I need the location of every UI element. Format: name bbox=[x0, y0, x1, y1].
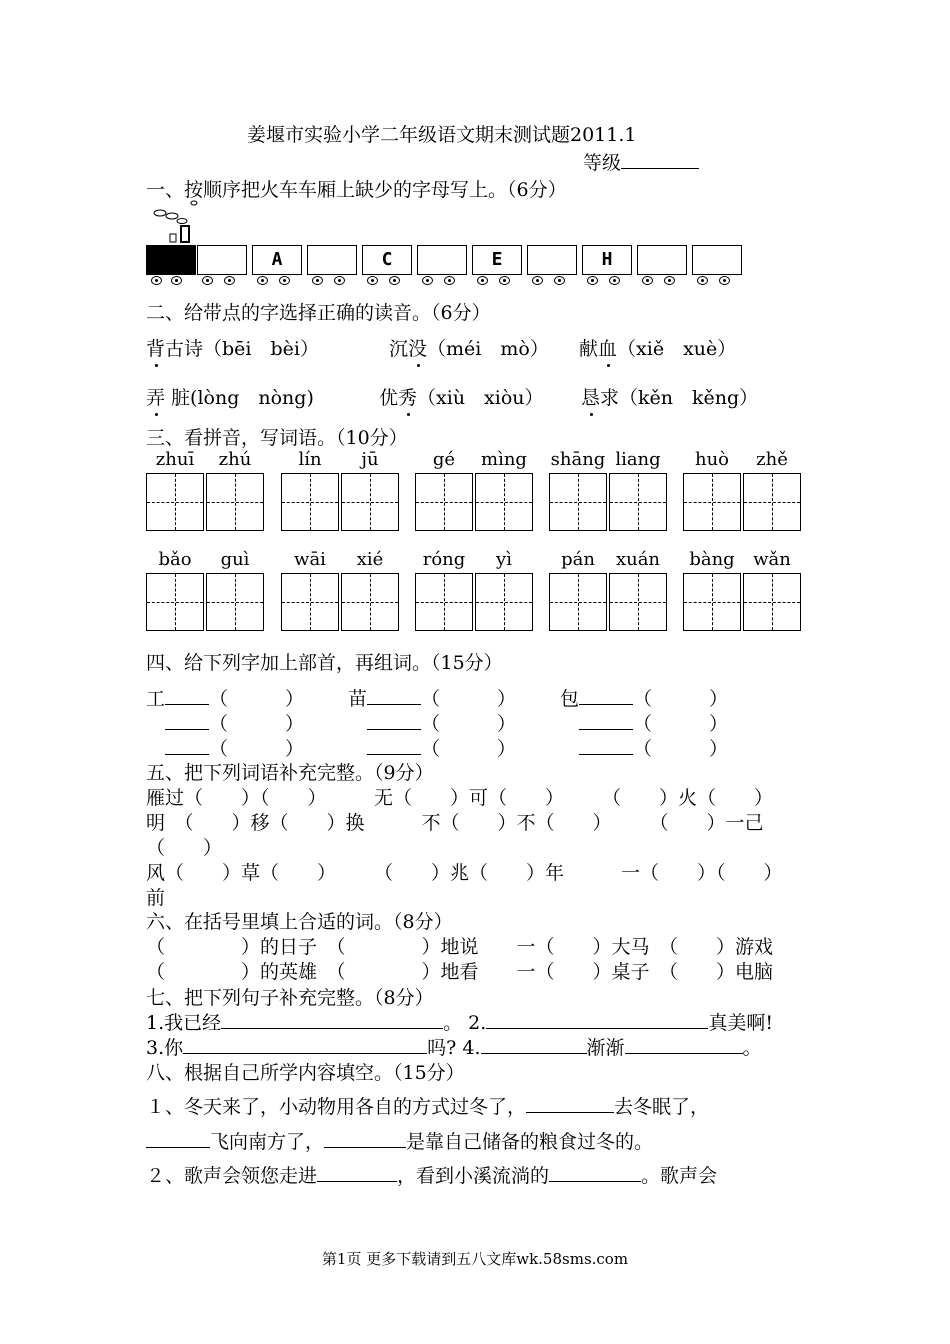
train-wheel bbox=[279, 276, 290, 285]
radical-blank[interactable] bbox=[165, 686, 209, 705]
train-wheel bbox=[171, 276, 182, 285]
radical-item bbox=[348, 684, 516, 711]
word-paren[interactable]: （ ） bbox=[209, 738, 305, 760]
section-4-heading: 四、给下列字加上部首，再组词。（15分） bbox=[146, 652, 503, 674]
section-3-heading: 三、看拼音，写词语。（10分） bbox=[146, 427, 408, 449]
train-wheel bbox=[664, 276, 675, 285]
pinyin-label: mìng bbox=[481, 449, 527, 470]
writing-box[interactable] bbox=[415, 573, 473, 631]
s5-line-5: 前 bbox=[146, 887, 166, 909]
section-1-heading: 一、按顺序把火车车厢上缺少的字母写上。（6分） bbox=[146, 179, 567, 201]
section-7-heading: 七、把下列句子补充完整。（8分） bbox=[146, 987, 434, 1009]
train-car-7[interactable] bbox=[527, 245, 577, 275]
writing-box[interactable] bbox=[146, 573, 204, 631]
pinyin-label: gé bbox=[432, 449, 456, 470]
s5-line-4: 风（ ）草（ ） （ ）兆（ ）年 一（ ）（ ） bbox=[146, 862, 783, 884]
pinyin-label: guì bbox=[220, 549, 250, 570]
train-wheel bbox=[389, 276, 400, 285]
train-wheel bbox=[224, 276, 235, 285]
word-paren[interactable]: （ ） bbox=[209, 713, 305, 735]
train-wheel bbox=[587, 276, 598, 285]
pinyin-label: bàng bbox=[689, 549, 735, 570]
train-car-letter: E bbox=[491, 249, 503, 270]
radical-blank[interactable] bbox=[367, 736, 421, 755]
train-car-letter: C bbox=[381, 249, 393, 270]
writing-box[interactable] bbox=[549, 473, 607, 531]
grade-field bbox=[583, 148, 699, 175]
word-paren[interactable]: （ ） bbox=[633, 713, 729, 735]
s6-line-2: （ ）的英雄 （ ）地看 一（ ）桌子 （ ）电脑 bbox=[146, 961, 774, 983]
writing-box[interactable] bbox=[609, 473, 667, 531]
page-title: 姜堰市实验小学二年级语文期末测试题2011.1 bbox=[247, 124, 637, 146]
section-2-heading: 二、给带点的字选择正确的读音。（6分） bbox=[146, 302, 491, 324]
writing-box[interactable] bbox=[475, 473, 533, 531]
radical-blank[interactable] bbox=[579, 736, 633, 755]
s5-line-3: （ ） bbox=[146, 837, 223, 859]
radical-blank[interactable] bbox=[165, 736, 209, 755]
s8-line-1: １、冬天来了，小动物用各自的方式过冬了， 去冬眠了， bbox=[146, 1096, 710, 1118]
train-wheel bbox=[422, 276, 433, 285]
radical-char: 包 bbox=[560, 688, 580, 710]
word-paren[interactable]: （ ） bbox=[421, 713, 517, 735]
radical-blank[interactable] bbox=[367, 686, 421, 705]
train-wheel bbox=[642, 276, 653, 285]
train-locomotive bbox=[146, 245, 196, 275]
writing-box[interactable] bbox=[206, 473, 264, 531]
s5-line-2: 明 （ ）移（ ）换 不（ ）不（ ） （ ）一己 bbox=[146, 812, 764, 834]
train-car-10[interactable] bbox=[692, 245, 742, 275]
s7-line-2: 3.你 吗? 4. 渐渐 。 bbox=[146, 1037, 762, 1059]
section-6-heading: 六、在括号里填上合适的词。（8分） bbox=[146, 911, 453, 933]
radical-item bbox=[146, 709, 304, 736]
pinyin-label: zhuī bbox=[155, 449, 195, 470]
writing-box[interactable] bbox=[206, 573, 264, 631]
pron-item-6: 恳求（kěn kěng） bbox=[581, 383, 758, 410]
grade-blank[interactable] bbox=[621, 150, 699, 169]
s8-blank-4[interactable] bbox=[317, 1163, 397, 1182]
train-car-4 bbox=[362, 245, 412, 275]
train-car-5[interactable] bbox=[417, 245, 467, 275]
writing-box[interactable] bbox=[281, 573, 339, 631]
train-wheel bbox=[499, 276, 510, 285]
pron-item-2: 沉没（méi mò） bbox=[389, 334, 549, 361]
radical-blank[interactable] bbox=[367, 711, 421, 730]
train-wheel bbox=[554, 276, 565, 285]
radical-char: 工 bbox=[146, 688, 166, 710]
pron-item-4: 弄 脏(lòng nòng) bbox=[146, 383, 314, 410]
writing-box[interactable] bbox=[609, 573, 667, 631]
radical-item bbox=[348, 709, 516, 736]
s8-line-2: 飞向南方了， 是靠自己储备的粮食过冬的。 bbox=[146, 1127, 653, 1154]
pinyin-label: shāng bbox=[550, 449, 606, 470]
section-8-heading: 八、根据自己所学内容填空。（15分） bbox=[146, 1062, 465, 1084]
writing-box[interactable] bbox=[683, 573, 741, 631]
train-wheel bbox=[312, 276, 323, 285]
train-wheel bbox=[609, 276, 620, 285]
pron-item-5: 优秀（xiù xiòu） bbox=[379, 383, 544, 410]
pinyin-label: xié bbox=[356, 549, 384, 570]
train-car-6 bbox=[472, 245, 522, 275]
radical-item bbox=[560, 734, 728, 761]
pinyin-label: huò bbox=[694, 449, 730, 470]
s8-blank-2[interactable] bbox=[146, 1129, 210, 1148]
radical-item bbox=[146, 684, 304, 711]
writing-box[interactable] bbox=[683, 473, 741, 531]
radical-blank[interactable] bbox=[165, 711, 209, 730]
radical-item bbox=[146, 734, 304, 761]
s7-line-1: 1.我已经 。 2. 真美啊! bbox=[146, 1012, 773, 1034]
word-paren[interactable]: （ ） bbox=[633, 738, 729, 760]
s8-blank-5[interactable] bbox=[549, 1163, 641, 1182]
writing-box[interactable] bbox=[146, 473, 204, 531]
radical-blank[interactable] bbox=[579, 686, 633, 705]
radical-item bbox=[560, 709, 728, 736]
train-car-9[interactable] bbox=[637, 245, 687, 275]
pinyin-label: pán bbox=[561, 549, 595, 570]
radical-item bbox=[348, 734, 516, 761]
train-car-1[interactable] bbox=[197, 245, 247, 275]
word-paren[interactable]: （ ） bbox=[633, 688, 729, 710]
train-wheel bbox=[444, 276, 455, 285]
s6-line-1: （ ）的日子 （ ）地说 一（ ）大马 （ ）游戏 bbox=[146, 936, 774, 958]
train-wheel bbox=[257, 276, 268, 285]
radical-blank[interactable] bbox=[579, 711, 633, 730]
train-wheel bbox=[697, 276, 708, 285]
train-wheel bbox=[334, 276, 345, 285]
word-paren[interactable]: （ ） bbox=[209, 688, 305, 710]
train-wheel bbox=[202, 276, 213, 285]
s8-line-3: ２、歌声会领您走进 ，看到小溪流淌的 。歌声会 bbox=[146, 1165, 718, 1187]
train-car-8 bbox=[582, 245, 632, 275]
pron-item-3: 献血（xiě xuè） bbox=[579, 334, 736, 361]
train-car-2 bbox=[252, 245, 302, 275]
pinyin-label: zhě bbox=[756, 449, 788, 470]
section-5-heading: 五、把下列词语补充完整。（9分） bbox=[146, 762, 434, 784]
pinyin-label: yì bbox=[496, 549, 512, 570]
pinyin-label: róng bbox=[422, 549, 466, 570]
pron-item-1: 背古诗（bēi bèi） bbox=[146, 334, 319, 361]
pinyin-label: liang bbox=[615, 449, 661, 470]
pinyin-label: jū bbox=[361, 449, 379, 470]
train-car-letter: H bbox=[601, 249, 613, 270]
pinyin-label: bǎo bbox=[158, 549, 192, 570]
pinyin-label: xuán bbox=[615, 549, 661, 570]
s8-blank-3[interactable] bbox=[324, 1129, 406, 1148]
pinyin-label: lín bbox=[298, 449, 322, 470]
radical-item bbox=[560, 684, 728, 711]
train-wheel bbox=[719, 276, 730, 285]
train-car-letter: A bbox=[271, 249, 283, 270]
writing-box[interactable] bbox=[549, 573, 607, 631]
writing-box[interactable] bbox=[281, 473, 339, 531]
pinyin-label: wǎn bbox=[753, 549, 791, 570]
s7-blank-5[interactable] bbox=[625, 1035, 743, 1054]
train-wheel bbox=[151, 276, 162, 285]
writing-box[interactable] bbox=[743, 473, 801, 531]
word-paren[interactable]: （ ） bbox=[421, 738, 517, 760]
s7-blank-3[interactable] bbox=[183, 1035, 427, 1054]
writing-box[interactable] bbox=[415, 473, 473, 531]
grade-label: 等级 bbox=[583, 152, 622, 174]
radical-char: 苗 bbox=[348, 688, 368, 710]
writing-box[interactable] bbox=[475, 573, 533, 631]
train-wheel bbox=[532, 276, 543, 285]
writing-box[interactable] bbox=[743, 573, 801, 631]
s7-blank-4[interactable] bbox=[481, 1035, 587, 1054]
train-wheel bbox=[367, 276, 378, 285]
page-footer: 第1页 更多下载请到五八文库wk.58sms.com bbox=[321, 1250, 629, 1268]
pinyin-label: zhú bbox=[218, 449, 252, 470]
writing-box[interactable] bbox=[341, 473, 399, 531]
s7-blank-1[interactable] bbox=[221, 1010, 443, 1029]
writing-box[interactable] bbox=[341, 573, 399, 631]
pinyin-label: wāi bbox=[294, 549, 326, 570]
train-smoke-icon bbox=[150, 196, 200, 246]
train-wheel bbox=[477, 276, 488, 285]
s5-line-1: 雁过（ ）（ ） 无（ ）可（ ） （ ）火（ ） bbox=[146, 787, 774, 809]
s8-blank-1[interactable] bbox=[526, 1094, 614, 1113]
word-paren[interactable]: （ ） bbox=[421, 688, 517, 710]
train-car-3[interactable] bbox=[307, 245, 357, 275]
s7-blank-2[interactable] bbox=[486, 1010, 708, 1029]
